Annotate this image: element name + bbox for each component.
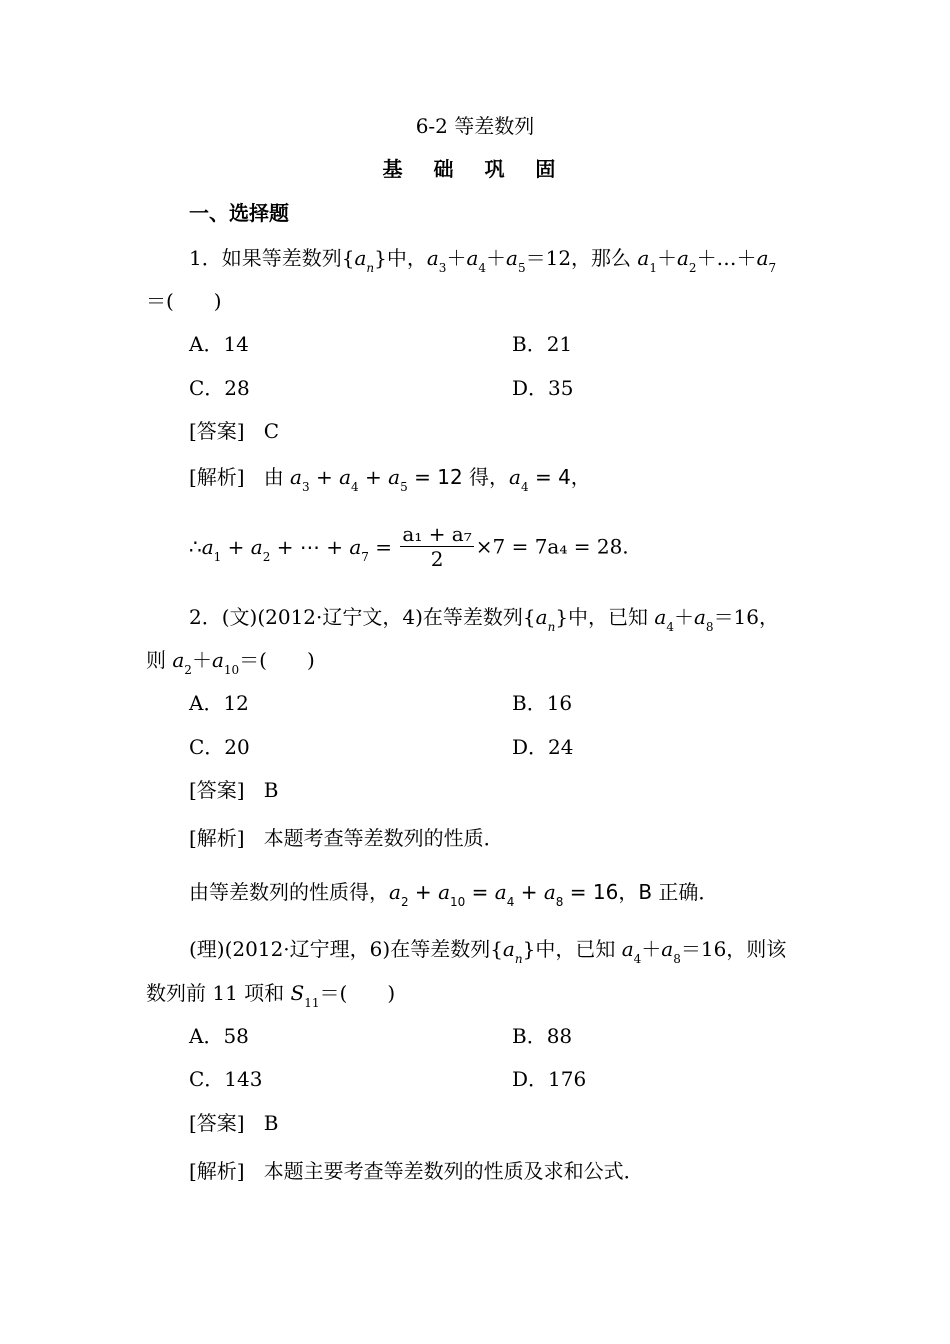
section-heading: 基 础 巩 固 — [382, 157, 568, 181]
q2l-stem-line2: 数列前 11 项和 $S_{11}=$( ) — [146, 981, 396, 1010]
q1-conclusion: $\therefore a_1 + a_2$ + ⋯ + $a_7$ = $\frac{\text{a₁ + a₇}}{2}$ ×7 = 7a₄ = 28. — [189, 522, 629, 571]
q1-option-d: D．35 — [512, 376, 574, 400]
q1-stem-b: }中， — [374, 246, 427, 270]
answer-value: C — [263, 419, 279, 443]
page-title: 6-2 等差数列 — [415, 114, 535, 138]
q2w-option-b: B．16 — [512, 691, 573, 715]
question-type-heading: 一、选择题 — [189, 201, 289, 225]
q2w-stem-line2: 则 $a_2+a_{10}=$( ) — [146, 648, 315, 677]
q2w-option-c: C．20 — [189, 735, 250, 759]
q2l-option-c: C．143 — [189, 1067, 263, 1091]
q2l-stem-line1: (理)(2012·辽宁理，6)在等差数列$\{a_n\}$中，已知 $a_4+a_8=16$，则该 — [189, 937, 787, 966]
q2w-analysis: [解析] 本题考查等差数列的性质． — [189, 826, 504, 850]
analysis-label: [解析] — [189, 465, 245, 489]
q2w-answer: [答案] B — [189, 778, 279, 802]
q1-option-a: A．14 — [189, 332, 249, 356]
q1-answer — [189, 421, 279, 441]
q2w-option-d: D．24 — [512, 735, 574, 759]
q2l-analysis: [解析] 本题主要考查等差数列的性质及求和公式． — [189, 1159, 644, 1183]
q1-stem-line2: ＝( ) — [146, 289, 222, 313]
q2w-option-a: A．12 — [189, 691, 249, 715]
q1-stem-a: 1．如果等差数列{ — [189, 246, 355, 270]
q2w-stem-line1: 2．(文)(2012·辽宁文，4)在等差数列$\{a_n\}$中，已知 $a_4+a_8=16$， — [189, 605, 780, 634]
q2l-option-d: D．176 — [512, 1067, 587, 1091]
q1-option-c: C．28 — [189, 376, 250, 400]
q2l-answer: [答案] B — [189, 1111, 279, 1135]
q1-analysis: [解析] 由 $a_3 + a_4 + a_5 = 12$ 得，$a_4 = 4$， — [189, 465, 591, 494]
q2l-option-b: B．88 — [512, 1024, 573, 1048]
q1-option-b: B．21 — [512, 332, 573, 356]
q2l-option-a: A．58 — [189, 1024, 249, 1048]
q1-stem-c: ＝12，那么 — [525, 246, 638, 270]
q2w-analysis-line2: 由等差数列的性质得，$a_2 + a_{10} = a_4 + a_8 = 16$，B 正确． — [189, 880, 719, 909]
q1-stem-line1: 1．如果等差数列$\{a_n\}$中，$a_3+a_4+a_5=12$，那么 $a_1+a_2+\dots+a_7$ — [189, 246, 777, 275]
fraction: $\frac{\text{a₁ + a₇}}{2}$ — [402, 522, 472, 571]
answer-label: [答案] — [189, 419, 245, 443]
